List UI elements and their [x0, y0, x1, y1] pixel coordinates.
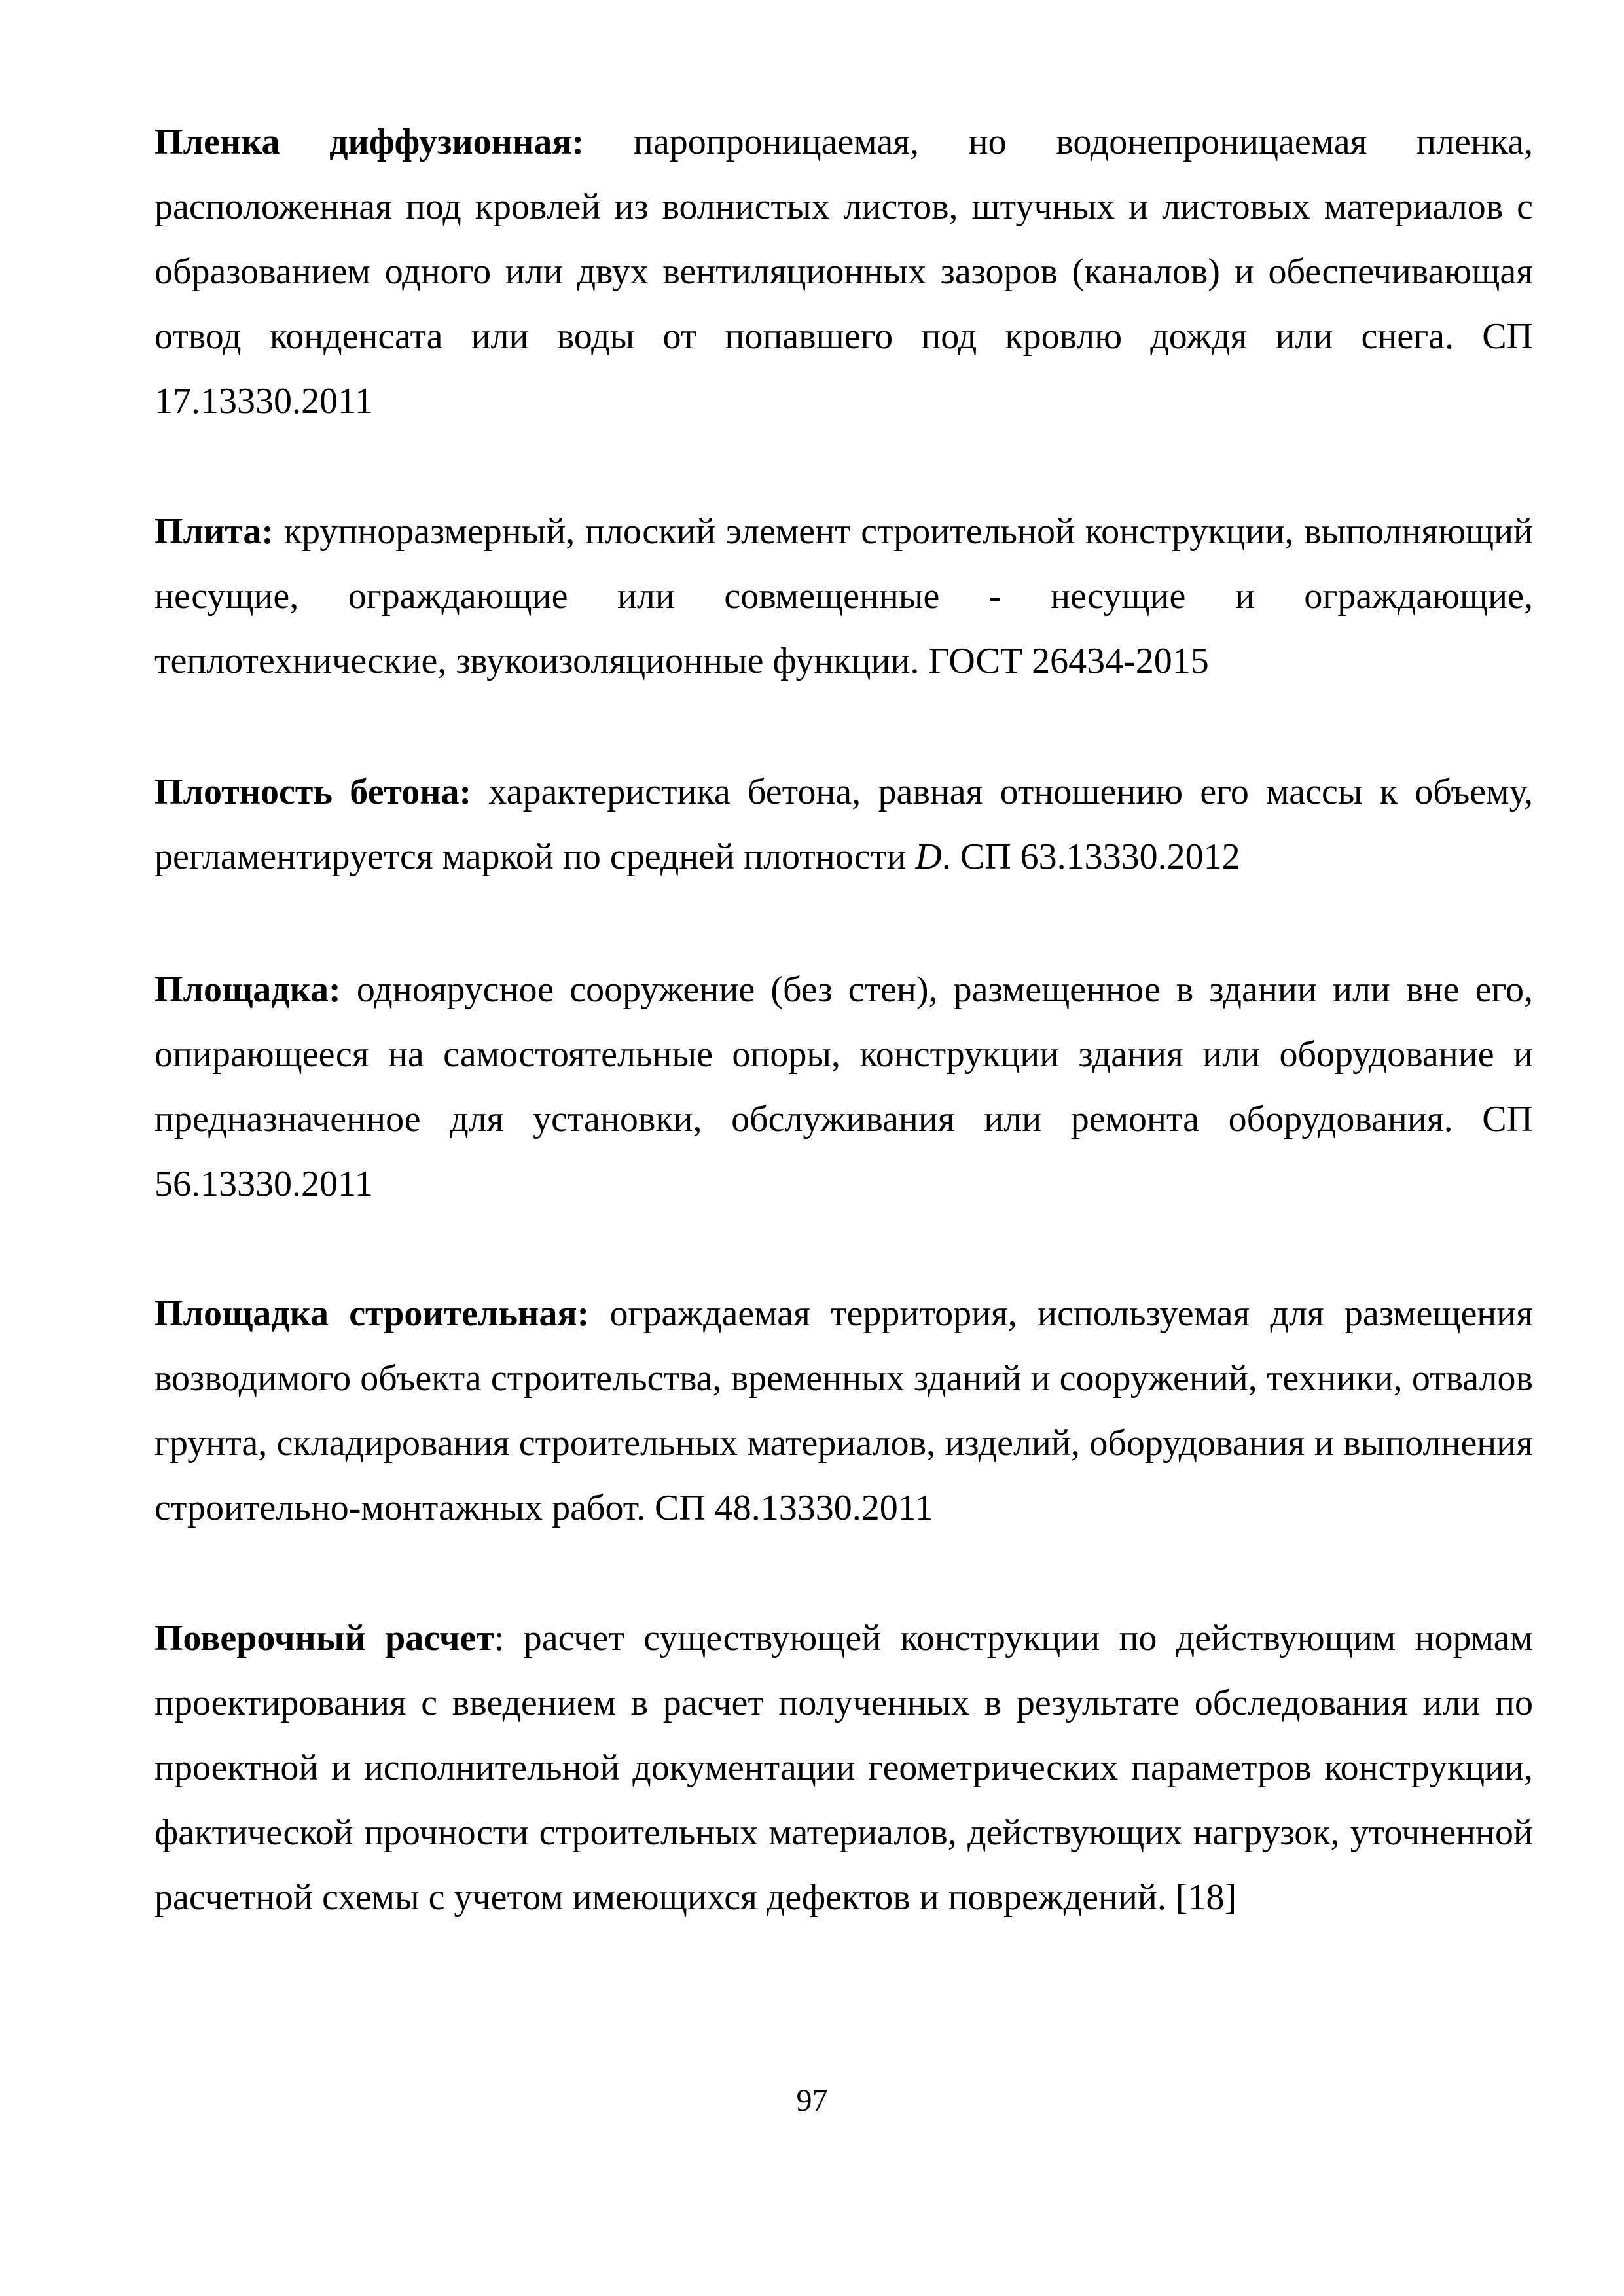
entry-definition-tail: . СП 63.13330.2012	[941, 836, 1240, 877]
entry-term: Площадка:	[154, 969, 341, 1010]
page-number: 97	[796, 2083, 828, 2118]
entry-term: Пленка диффузионная:	[154, 122, 585, 162]
entry-definition: характеристика бетона, равная отношению его массы к объему, регламентируется маркой по средней плотности	[154, 772, 1533, 877]
glossary-entry-slab	[154, 499, 1533, 694]
glossary-entry-platform	[154, 958, 1533, 1217]
entry-definition: одноярусное сооружение (без стен), размещенное в здании или вне его, опирающееся на самостоятельные опоры, конструкции здания или оборудование и предназначенное для установки, обслуживания или ремонта оборудования. СП 56.13330.2011	[154, 969, 1533, 1204]
glossary-entry-verification-calculation	[154, 1606, 1533, 1930]
entry-definition: : расчет существующей конструкции по действующим нормам проектирования с введением в расчет полученных в результате обследования или по проектной и исполнительной документации геометрических параметров конструкции, фактической прочности строительных материалов, действующих нагрузок, уточненной расчетной схемы с учетом имеющихся дефектов и повреждений. [18]	[154, 1618, 1533, 1918]
entry-definition: крупноразмерный, плоский элемент строительной конструкции, выполняющий несущие, ограждающие или совмещенные - несущие и ограждающие, теплотехнические, звукоизоляционные функции. ГОСТ 26434-2015	[154, 511, 1533, 681]
glossary-entry-concrete-density	[154, 760, 1533, 889]
glossary-entry-diffusion-film	[154, 110, 1533, 434]
entry-term: Плотность бетона:	[154, 772, 472, 812]
entry-term: Плита:	[154, 511, 274, 552]
entry-definition: ограждаемая территория, используемая для размещения возводимого объекта строительства, временных зданий и сооружений, техники, отвалов грунта, складирования строительных материалов, изделий, оборудования и выполнения строительно-монтажных работ. СП 48.13330.2011	[154, 1293, 1533, 1528]
entry-term: Площадка строительная:	[154, 1293, 590, 1334]
glossary-entry-construction-site	[154, 1282, 1533, 1541]
entry-term: Поверочный расчет	[154, 1618, 494, 1659]
density-symbol: D	[915, 836, 942, 877]
entry-definition: паропроницаемая, но водонепроницаемая пленка, расположенная под кровлей из волнистых листов, штучных и листовых материалов с образованием одного или двух вентиляционных зазоров (каналов) и обеспечивающая отвод конденсата или воды от попавшего под кровлю дождя или снега. СП 17.13330.2011	[154, 122, 1534, 422]
